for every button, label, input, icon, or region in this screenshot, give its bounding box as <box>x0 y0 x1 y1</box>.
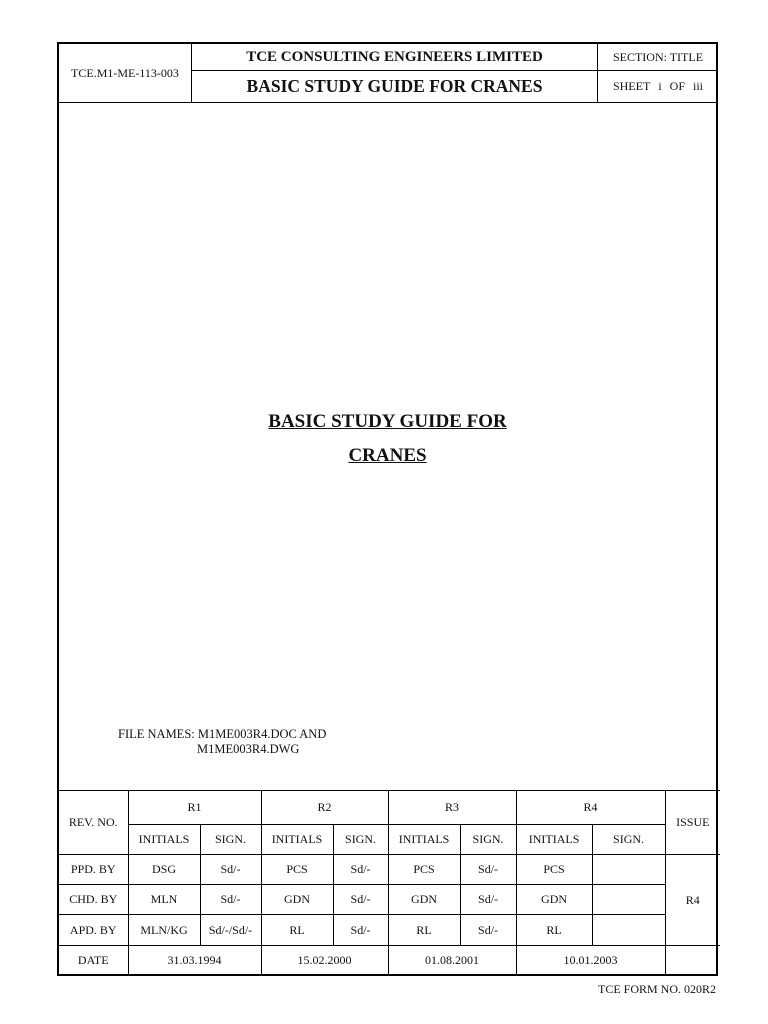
table-cell <box>592 885 665 915</box>
date-label: DATE <box>59 946 128 976</box>
row-label: APD. BY <box>59 915 128 946</box>
issue-label: ISSUE <box>665 791 720 855</box>
table-cell: RL <box>261 915 333 946</box>
table-cell: GDN <box>261 885 333 915</box>
file-names-line1: FILE NAMES: M1ME003R4.DOC AND <box>118 727 327 741</box>
initials-header: INITIALS <box>388 825 460 855</box>
sheet-label: SHEET <box>612 79 651 93</box>
date-row <box>59 946 720 976</box>
table-cell: MLN/KG <box>128 915 200 946</box>
issue-value: R4 <box>665 855 720 946</box>
initials-header: INITIALS <box>128 825 200 855</box>
sheet-total: iii <box>693 79 704 93</box>
sign-header: SIGN. <box>333 825 388 855</box>
sign-header: SIGN. <box>460 825 516 855</box>
rev-r4-label: R4 <box>516 791 665 825</box>
table-cell: Sd/- <box>200 855 261 885</box>
row-label: PPD. BY <box>59 855 128 885</box>
sign-header: SIGN. <box>200 825 261 855</box>
company-name: TCE CONSULTING ENGINEERS LIMITED <box>192 44 598 71</box>
table-cell: Sd/- <box>200 885 261 915</box>
table-cell: Sd/- <box>333 885 388 915</box>
header-title: BASIC STUDY GUIDE FOR CRANES <box>192 71 598 102</box>
revision-table <box>59 790 720 976</box>
table-cell <box>592 915 665 946</box>
file-names-line2: M1ME003R4.DWG <box>197 742 300 756</box>
table-cell: RL <box>516 915 592 946</box>
table-cell: PCS <box>261 855 333 885</box>
sheet-of: OF <box>669 79 685 93</box>
initials-header: INITIALS <box>516 825 592 855</box>
file-names <box>118 727 326 757</box>
sign-header: SIGN. <box>592 825 665 855</box>
rev-r1-label: R1 <box>128 791 261 825</box>
sheet-info <box>598 71 718 102</box>
table-cell: GDN <box>388 885 460 915</box>
table-cell: Sd/-/Sd/- <box>200 915 261 946</box>
title-block-header <box>59 44 716 103</box>
date-r2: 15.02.2000 <box>261 946 388 976</box>
table-row <box>59 855 720 885</box>
sheet-number: i <box>658 79 662 93</box>
table-cell: Sd/- <box>333 855 388 885</box>
issue-blank-cell <box>665 946 720 976</box>
form-number: TCE FORM NO. 020R2 <box>597 982 716 996</box>
document-number: TCE.M1-ME-113-003 <box>59 44 192 102</box>
table-cell: MLN <box>128 885 200 915</box>
date-r1: 31.03.1994 <box>128 946 261 976</box>
section-label: SECTION: TITLE <box>598 44 718 71</box>
table-cell: RL <box>388 915 460 946</box>
table-cell: Sd/- <box>333 915 388 946</box>
table-cell: GDN <box>516 885 592 915</box>
subheader-row <box>59 825 720 855</box>
rev-r3-label: R3 <box>388 791 516 825</box>
main-title-line1: BASIC STUDY GUIDE FOR <box>268 411 507 432</box>
rev-r2-label: R2 <box>261 791 388 825</box>
table-cell: PCS <box>388 855 460 885</box>
initials-header: INITIALS <box>261 825 333 855</box>
row-label: CHD. BY <box>59 885 128 915</box>
rev-no-label: REV. NO. <box>59 791 128 855</box>
table-cell: DSG <box>128 855 200 885</box>
date-r3: 01.08.2001 <box>388 946 516 976</box>
table-row <box>59 915 720 946</box>
main-title-line2: CRANES <box>348 445 427 466</box>
table-cell: Sd/- <box>460 885 516 915</box>
date-r4: 10.01.2003 <box>516 946 665 976</box>
table-cell: Sd/- <box>460 915 516 946</box>
table-cell: Sd/- <box>460 855 516 885</box>
table-cell <box>592 855 665 885</box>
table-row <box>59 885 720 915</box>
document-frame <box>57 42 718 976</box>
revision-header-row <box>59 791 720 825</box>
table-cell: PCS <box>516 855 592 885</box>
